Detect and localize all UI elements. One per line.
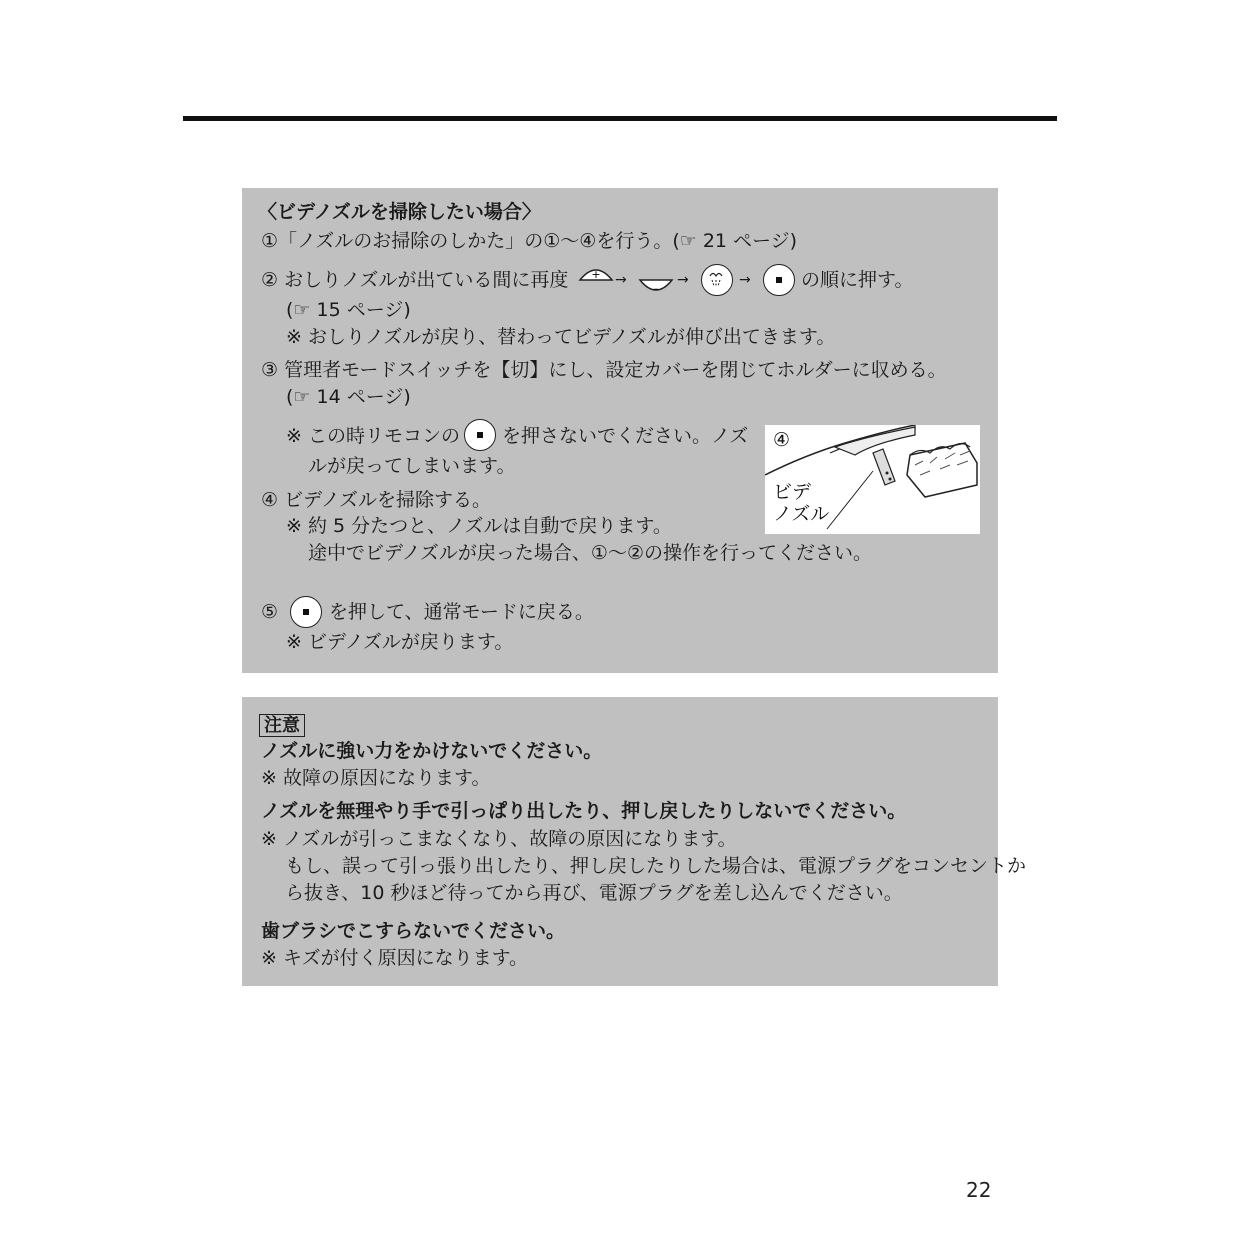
caution-label: 注意 [259, 714, 305, 737]
step-5-text: を押して、通常モードに戻る。 [329, 601, 594, 623]
illustration-step-mark: ④ [773, 429, 791, 451]
step-2-suffix: の順に押す。 [801, 269, 914, 291]
caution-item-3-note: ※ キズが付く原因になります。 [261, 947, 529, 969]
caution-item-1-note: ※ 故障の原因になります。 [261, 767, 491, 789]
step-2-prefix: ② おしりノズルが出ている間に再度 [261, 269, 569, 291]
stop-button-icon [290, 596, 322, 628]
arrow-right-icon: → [615, 272, 627, 288]
stop-button-icon [464, 419, 496, 451]
stop-button-icon [763, 264, 795, 296]
minus-button-icon [638, 278, 674, 296]
step-3: ③ 管理者モードスイッチを【切】にし、設定カバーを閉じてホルダーに収める。 [261, 359, 947, 381]
svg-text:+: + [591, 268, 601, 281]
caution-item-3-title: 歯ブラシでこすらないでください。 [261, 920, 566, 942]
caution-item-2-title: ノズルを無理やり手で引っぱり出したり、押し戻したりしないでください。 [261, 800, 907, 822]
step-3-reference: (☞ 14 ページ) [286, 386, 411, 408]
page-number: 22 [966, 1178, 992, 1202]
step-5-note: ※ ビデノズルが戻ります。 [286, 631, 514, 653]
section-heading: 〈ビデノズルを掃除したい場合〉 [258, 201, 541, 223]
bidet-button-icon [701, 264, 733, 296]
step-3-note-b: を押さないでください。ノズ [502, 425, 749, 447]
top-rule [183, 116, 1057, 121]
step-1: ①「ノズルのお掃除のしかた」の①〜④を行う。(☞ 21 ページ) [261, 230, 798, 252]
arrow-right-icon: → [677, 272, 689, 288]
step-3-note-a: ※ この時リモコンの [286, 425, 460, 447]
caution-item-2-note-1: ※ ノズルが引っこまなくなり、故障の原因になります。 [261, 828, 737, 850]
step-2-note: ※ おしりノズルが戻り、替わってビデノズルが伸び出てきます。 [286, 326, 836, 348]
bidet-nozzle-illustration [765, 425, 980, 534]
step-4-note-2: 途中でビデノズルが戻った場合、①〜②の操作を行ってください。 [308, 542, 872, 564]
svg-text:–: – [653, 282, 659, 295]
arrow-right-icon: → [739, 272, 751, 288]
step-4: ④ ビデノズルを掃除する。 [261, 489, 491, 511]
caution-item-1-title: ノズルに強い力をかけないでください。 [261, 740, 603, 762]
step-2-reference: (☞ 15 ページ) [286, 299, 411, 321]
caution-item-2-note-3: ら抜き、10 秒ほど待ってから再び、電源プラグを差し込んでください。 [285, 882, 903, 904]
step-4-note-1: ※ 約 5 分たつと、ノズルは自動で戻ります。 [286, 515, 672, 537]
step-3-note-c: ルが戻ってしまいます。 [308, 455, 516, 477]
illustration-label-2: ノズル [773, 503, 830, 525]
plus-button-icon [578, 264, 614, 282]
step-5-number: ⑤ [261, 601, 279, 623]
illustration-label-1: ビデ [773, 481, 812, 503]
caution-item-2-note-2: もし、誤って引っ張り出したり、押し戻したりした場合は、電源プラグをコンセントか [285, 855, 1027, 877]
